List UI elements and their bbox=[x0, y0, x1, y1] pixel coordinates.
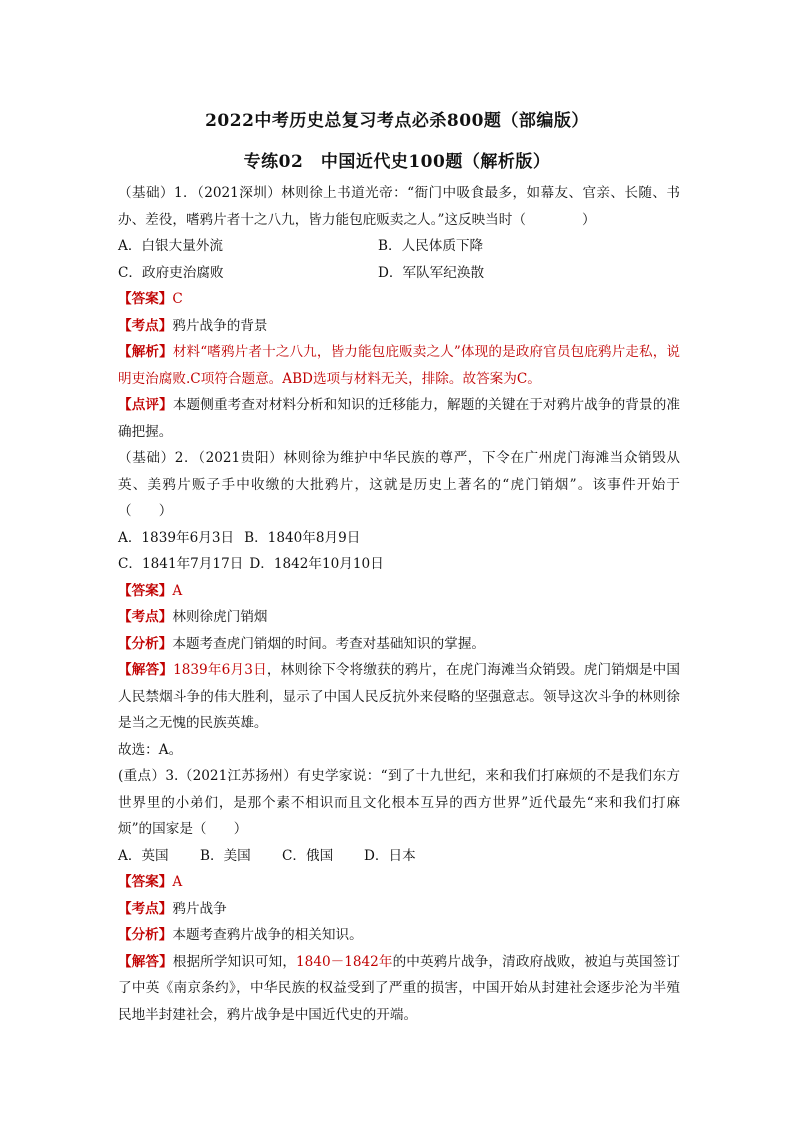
q3-answer: 【答案】A bbox=[118, 874, 183, 890]
q2-answer: 【答案】A bbox=[118, 582, 183, 599]
q3-option-a: A．英国 bbox=[118, 847, 169, 864]
q2-point: 【考点】林则徐虎门销烟 bbox=[118, 609, 268, 625]
q2-choose: 故选：A。 bbox=[118, 741, 183, 758]
q3-jieda: 【解答】根据所学知识可知，1840－1842年的中英鸦片战争，清政府战败，被迫与英国签订了中英《南京条约》，中华民族的权益受到了严重的损害，中国开始从封建社会逐步沦为半殖民地半封建社会，鸦片战争是中国近代史的开端。 bbox=[118, 953, 681, 1023]
q2-option-b: B．1840年8月9日 bbox=[244, 529, 361, 546]
q1-options-row2 bbox=[118, 260, 680, 287]
q1-answer: 【答案】C bbox=[118, 291, 183, 307]
q2-option-a: A．1839年6月3日 bbox=[118, 529, 235, 546]
q2-options-row2 bbox=[118, 551, 680, 578]
q1-option-a: A．白银大量外流 bbox=[118, 238, 223, 254]
q2-options-row1 bbox=[118, 525, 680, 552]
q1-option-d: D．军队军纪涣散 bbox=[378, 264, 485, 281]
q2-option-c: C．1841年7月17日 bbox=[118, 556, 244, 572]
q1-comment: 【点评】本题侧重考查对材料分析和知识的迁移能力，解题的关键在于对鸦片战争的背景的准确把握。 bbox=[118, 397, 681, 440]
q3-point: 【考点】鸦片战争 bbox=[118, 900, 227, 917]
document-subtitle: 专练02 中国近代史100题（解析版） bbox=[243, 152, 551, 172]
q1-option-b: B．人民体质下降 bbox=[378, 238, 484, 254]
q1-analysis: 【解析】材料“嗜鸦片者十之八九，皆力能包庇贩卖之人”体现的是政府官员包庇鸦片走私，说明吏治腐败.C项符合题意。ABD选项与材料无关，排除。故答案为C。 bbox=[118, 344, 681, 387]
q3-fenxi: 【分析】本题考查鸦片战争的相关知识。 bbox=[118, 927, 363, 943]
q3-option-d: D．日本 bbox=[364, 847, 416, 864]
q1-options-row1 bbox=[118, 233, 680, 260]
document-title: 2022中考历史总复习考点必杀800题（部编版） bbox=[205, 111, 589, 131]
q1-point: 【考点】鸦片战争的背景 bbox=[118, 317, 268, 334]
q1-option-c: C．政府吏治腐败 bbox=[118, 264, 224, 281]
q1-stem: （基础）1．（2021深圳）林则徐上书道光帝：“衙门中吸食最多，如幕友、官亲、长随、书办、差役，嗜鸦片者十之八九，皆力能包庇贩卖之人。”这反映当时（ ） bbox=[118, 185, 680, 228]
q3-stem: (重点）3.（2021江苏扬州）有史学家说：“到了十九世纪，来和我们打麻烦的不是我们东方世界里的小弟们，是那个素不相识而且文化根本互异的西方世界”近代最先“来和我们打麻烦”的国家是（ ） bbox=[118, 768, 680, 837]
q2-jieda: 【解答】1839年6月3日，林则徐下令将缴获的鸦片，在虎门海滩当众销毁。虎门销烟是中国人民禁烟斗争的伟大胜利，显示了中国人民反抗外来侵略的坚强意志。领导这次斗争的林则徐是当之无愧的民族英雄。 bbox=[118, 662, 680, 731]
q2-fenxi: 【分析】本题考查虎门销烟的时间。考查对基础知识的掌握。 bbox=[118, 635, 486, 652]
q3-options bbox=[118, 843, 680, 870]
q3-option-b: B．美国 bbox=[200, 847, 251, 864]
q3-option-c: C．俄国 bbox=[282, 847, 334, 864]
q2-stem: （基础）2．（2021贵阳）林则徐为维护中华民族的尊严，下令在广州虎门海滩当众销毁从英、美鸦片贩子手中收缴的大批鸦片，这就是历史上著名的“虎门销烟”。该事件开始于（ ） bbox=[118, 450, 680, 519]
document-body bbox=[118, 180, 680, 1028]
q2-option-d: D．1842年10月10日 bbox=[249, 556, 384, 572]
